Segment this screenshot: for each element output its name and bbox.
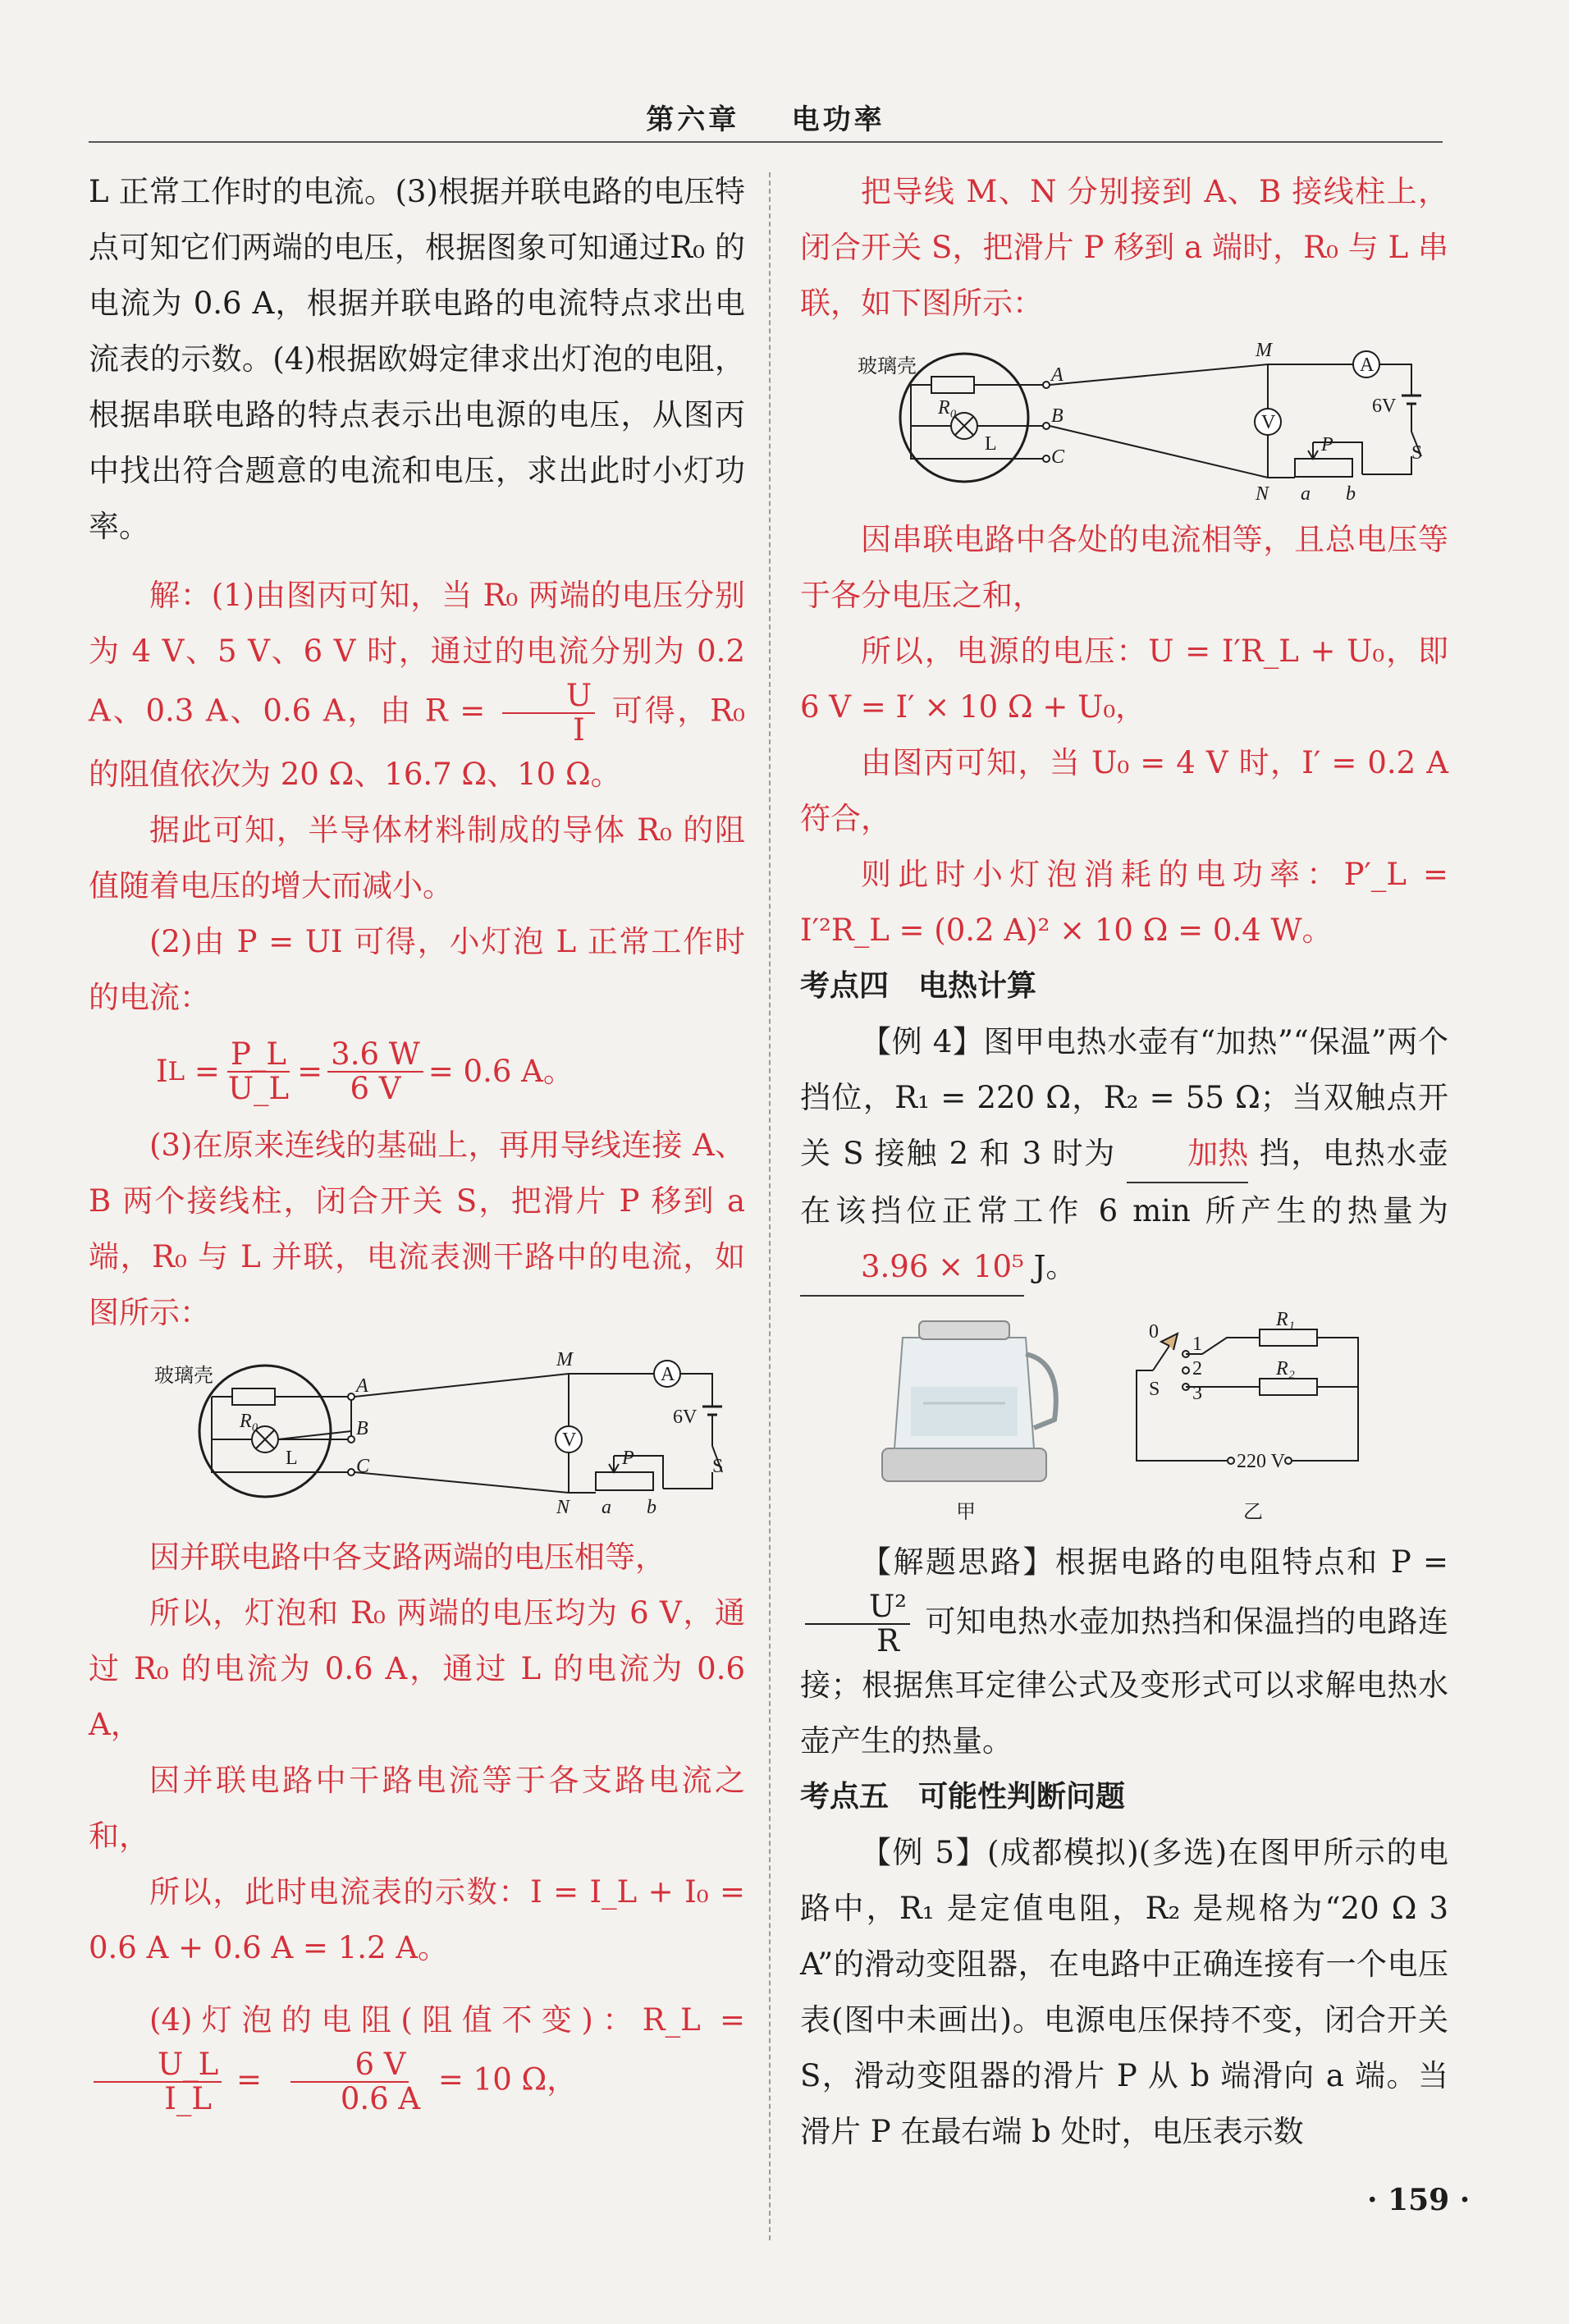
solution-part3-e: 所以，此时电流表的示数：I = I_L + I₀ = 0.6 A + 0.6 A = 1.2 A。 bbox=[89, 1874, 745, 1965]
end-a-label-2: a bbox=[1301, 483, 1311, 504]
solution-part1: 解：(1)由图丙可知，当 R₀ 两端的电压分别为 4 V、5 V、6 V 时，通过的电流分别为 0.2 A、0.3 A、0.6 A，由 R = $\frac{U}{I}$ 可得，R₀ 的阻值依次为 20 Ω、16.7 Ω、10 Ω。 bbox=[89, 578, 745, 792]
right-column bbox=[800, 164, 1448, 2160]
switch-s-label: S bbox=[1149, 1379, 1160, 1400]
fraction-u-over-i: $\frac{U}{I}$ bbox=[502, 679, 595, 747]
voltmeter-icon: V bbox=[562, 1430, 577, 1451]
ammeter-icon: A bbox=[661, 1364, 675, 1385]
series-text-3: 由图丙可知，当 U₀ = 4 V 时，I′ = 0.2 A 符合， bbox=[800, 745, 1448, 836]
parallel-circuit-diagram bbox=[89, 1349, 745, 1521]
example-4: 【例 4】图甲电热水壶有“加热”“保温”两个挡位，R₁ = 220 Ω，R₂ = 55 Ω；当双触点开关 S 接触 2 和 3 时为 加热 挡，电热水壶在该挡位正常工作 6 min 所产生的热量为 3.96 × 10⁵ J。 bbox=[800, 1014, 1448, 1297]
supply-voltage-label: 220 V bbox=[1237, 1451, 1285, 1472]
solution-part4: (4)灯泡的电阻(阻值不变)：R_L = $\frac{U\_L}{I\_L}$ = $\frac{6 V}{0.6 A}$ = 10 Ω， bbox=[89, 1992, 745, 2116]
slider-p-label: P bbox=[622, 1448, 634, 1469]
end-b-label-2: b bbox=[1346, 483, 1356, 504]
answer-blank-2: 3.96 × 10⁵ bbox=[800, 1239, 1024, 1297]
heating-circuit bbox=[1137, 1329, 1358, 1464]
node-n-label-2: N bbox=[1256, 483, 1269, 504]
page-header bbox=[89, 97, 1443, 137]
series-text-1: 因串联电路中各处的电流相等，且总电压等于各分电压之和， bbox=[800, 522, 1448, 613]
figure-yi-caption: 乙 bbox=[1243, 1502, 1263, 1523]
series-text-4: 则此时小灯泡消耗的电功率：P′_L = I′²R_L = (0.2 A)² × 10 Ω = 0.4 W。 bbox=[800, 857, 1448, 948]
contact-3-label: 3 bbox=[1192, 1383, 1202, 1404]
battery-label-2: 6V bbox=[1372, 396, 1397, 417]
terminal-b-label: B bbox=[356, 1418, 368, 1439]
terminal-c-label-2: C bbox=[1051, 446, 1065, 468]
series-text-2: 所以，电源的电压：U = I′R_L + U₀，即 6 V = I′ × 10 Ω + U₀， bbox=[800, 634, 1448, 725]
r1-label: R₁ bbox=[1276, 1309, 1296, 1330]
example-5: 【例 5】(成都模拟)(多选)在图甲所示的电路中，R₁ 是定值电阻，R₂ 是规格为“20 Ω 3 A”的滑动变阻器，在电路中正确连接有一个电压表(图中未画出)。电源电压保持不变，闭合开关 S，滑动变阻器的滑片 P 从 b 端滑向 a 端。当滑片 P 在最右端 b 处时，电压表示数 bbox=[800, 1835, 1448, 2149]
solution-part3-b: 因并联电路中各支路两端的电压相等， bbox=[149, 1539, 666, 1575]
voltmeter-icon-2: V bbox=[1261, 412, 1276, 433]
r0-label: R₀ bbox=[240, 1411, 259, 1432]
switch-label: S bbox=[712, 1456, 724, 1477]
left-column bbox=[89, 164, 745, 2116]
lamp-label-2: L bbox=[985, 433, 997, 455]
section-heading-4: 考点四 电热计算 bbox=[800, 969, 1037, 1003]
glass-label-2: 玻璃壳 bbox=[858, 356, 917, 377]
column-divider bbox=[769, 172, 771, 2240]
kettle-image bbox=[882, 1321, 1056, 1481]
node-n-label: N bbox=[556, 1497, 570, 1518]
section-heading-5: 考点五 可能性判断问题 bbox=[800, 1780, 1126, 1814]
battery-label: 6V bbox=[673, 1407, 698, 1428]
node-m-label: M bbox=[556, 1349, 573, 1370]
series-intro: 把导线 M、N 分别接到 A、B 接线柱上，闭合开关 S，把滑片 P 移到 a 端时，R₀ 与 L 串联，如下图所示： bbox=[800, 174, 1448, 321]
solution-part3: (3)在原来连线的基础上，再用导线连接 A、B 两个接线柱，闭合开关 S，把滑片 P 移到 a 端，R₀ 与 L 并联，电流表测干路中的电流，如图所示： bbox=[89, 1128, 745, 1330]
solution-part3-d: 因并联电路中干路电流等于各支路电流之和， bbox=[89, 1763, 745, 1854]
contact-1-label: 1 bbox=[1192, 1334, 1202, 1355]
end-a-label: a bbox=[602, 1497, 611, 1518]
example-4-figures bbox=[800, 1305, 1448, 1526]
solution-part3-c: 所以，灯泡和 R₀ 两端的电压均为 6 V，通过 R₀ 的电流为 0.6 A，通过 L 的电流为 0.6 A， bbox=[89, 1595, 745, 1742]
slider-p-label-2: P bbox=[1321, 434, 1333, 455]
terminal-a-label: A bbox=[356, 1375, 368, 1397]
equation-lamp-current: I L = $\frac{P\_L}{U\_L}$ = $\frac{3.6 W}{6 V}$ = 0.6 A。 bbox=[156, 1036, 574, 1106]
solution-part2: (2)由 P = UI 可得，小灯泡 L 正常工作时的电流： bbox=[89, 924, 745, 1015]
switch-label-2: S bbox=[1411, 442, 1423, 464]
contact-2-label: 2 bbox=[1192, 1358, 1202, 1379]
solving-approach: 【解题思路】根据电路的电阻特点和 P = $\frac{\text{U²}}{R}$ 可知电热水壶加热挡和保温挡的电路连接；根据焦耳定律公式及变形式可以求解电热水壶产生的热量。 bbox=[800, 1544, 1449, 1759]
answer-blank-1: 加热 bbox=[1127, 1126, 1248, 1183]
chapter-label: 第六章 bbox=[646, 103, 740, 136]
terminal-a-label-2: A bbox=[1051, 364, 1064, 386]
page-number: · 159 · bbox=[1367, 2183, 1471, 2217]
end-b-label: b bbox=[647, 1497, 656, 1518]
r2-label: R₂ bbox=[1276, 1358, 1296, 1379]
chapter-title: 电功率 bbox=[791, 103, 885, 136]
header-rule bbox=[89, 141, 1443, 143]
node-m-label-2: M bbox=[1256, 340, 1272, 361]
lamp-label: L bbox=[286, 1448, 298, 1469]
analysis-text: L 正常工作时的电流。(3)根据并联电路的电压特点可知它们两端的电压，根据图象可知通过R₀ 的电流为 0.6 A，根据并联电路的电流特点求出电流表的示数。(4)根据欧姆定律求出灯泡的电阻，根据串联电路的特点表示出电源的电压，从图丙中找出符合题意的电流和电压，求出此时小灯功率。 bbox=[89, 174, 745, 544]
glass-label-1: 玻璃壳 bbox=[154, 1366, 213, 1387]
series-circuit-diagram bbox=[800, 340, 1448, 504]
terminal-c-label: C bbox=[356, 1456, 370, 1477]
contact-0-label: 0 bbox=[1149, 1321, 1159, 1343]
figure-jia-caption: 甲 bbox=[956, 1502, 976, 1523]
ammeter-icon-2: A bbox=[1360, 355, 1375, 376]
terminal-b-label-2: B bbox=[1051, 405, 1064, 427]
solution-conclusion: 据此可知，半导体材料制成的导体 R₀ 的阻值随着电压的增大而减小。 bbox=[89, 812, 745, 904]
r0-label-2: R₀ bbox=[938, 397, 958, 419]
